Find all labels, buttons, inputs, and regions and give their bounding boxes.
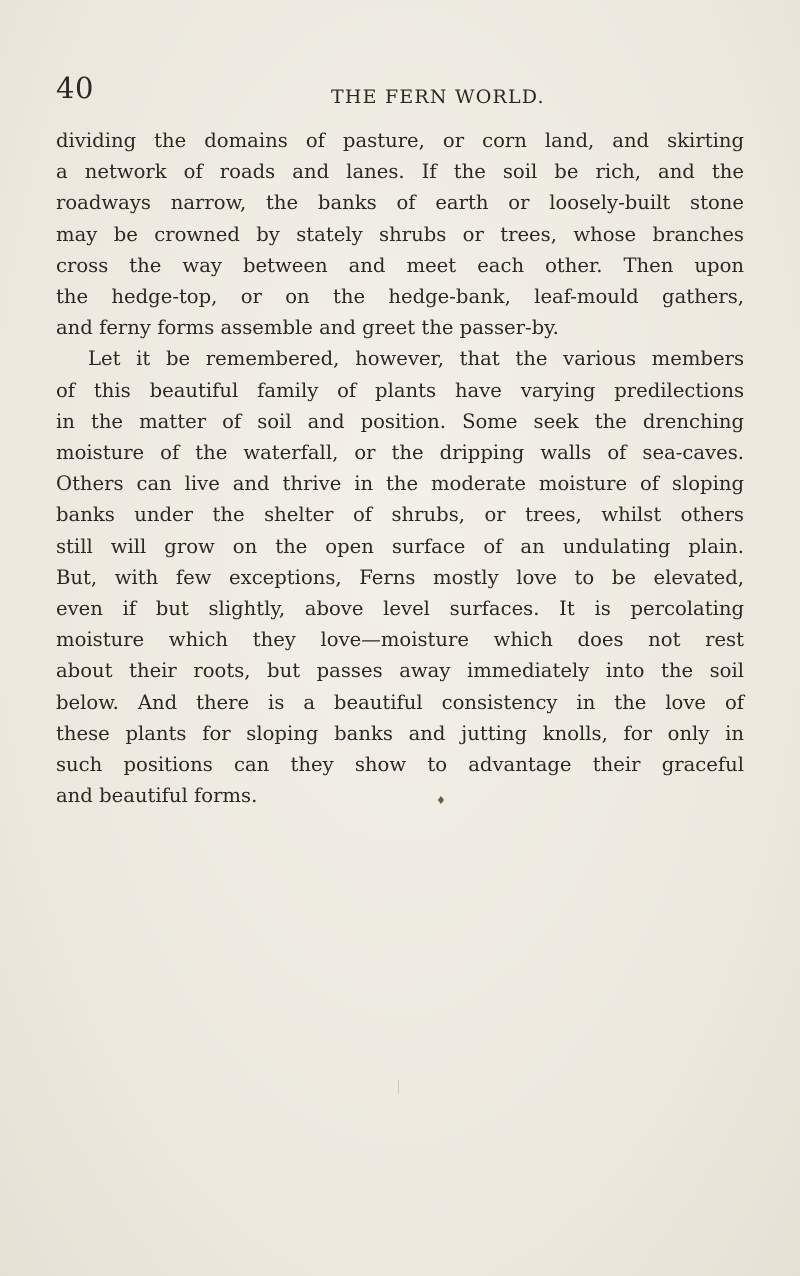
text-line: moisture which they love—moisture which does not rest <box>56 628 744 652</box>
paper-mark <box>398 1080 399 1094</box>
text-line: may be crowned by stately shrubs or trees, whose branches <box>56 222 744 246</box>
text-line: But, with few exceptions, Ferns mostly love to be elevated, <box>56 565 744 589</box>
body-text <box>56 125 744 811</box>
text-line: roadways narrow, the banks of earth or loosely-built stone <box>56 191 744 215</box>
text-line: such positions can they show to advantage their graceful <box>56 753 744 777</box>
page-number: 40 <box>56 71 94 105</box>
section-ornament-icon: ♦ <box>436 794 446 807</box>
text-line: moisture of the waterfall, or the dripping walls of sea-caves. <box>56 441 744 465</box>
text-line: dividing the domains of pasture, or corn land, and skirting <box>56 129 744 152</box>
text-line: even if but slightly, above level surfaces. It is percolating <box>56 597 744 621</box>
text-line: and beautiful forms. <box>56 784 258 808</box>
text-line: a network of roads and lanes. If the soil be rich, and the <box>56 160 744 184</box>
text-line: below. And there is a beautiful consistency in the love of <box>56 690 744 714</box>
text-line: these plants for sloping banks and jutting knolls, for only in <box>56 721 744 745</box>
text-line: banks under the shelter of shrubs, or trees, whilst others <box>56 503 744 527</box>
text-line: still will grow on the open surface of an undulating plain. <box>56 534 744 558</box>
text-line: cross the way between and meet each other. Then upon <box>56 253 744 277</box>
text-line: about their roots, but passes away immediately into the soil <box>56 659 744 683</box>
paragraph-start-line: Let it be remembered, however, that the various members <box>88 347 744 371</box>
text-line: in the matter of soil and position. Some seek the drenching <box>56 409 744 433</box>
text-line: and ferny forms assemble and greet the passer-by. <box>56 316 559 340</box>
text-line: Others can live and thrive in the moderate moisture of sloping <box>56 472 744 496</box>
text-line: of this beautiful family of plants have varying predilections <box>56 378 744 402</box>
running-title: THE FERN WORLD. <box>331 86 545 108</box>
text-line: the hedge-top, or on the hedge-bank, leaf-mould gathers, <box>56 285 744 309</box>
